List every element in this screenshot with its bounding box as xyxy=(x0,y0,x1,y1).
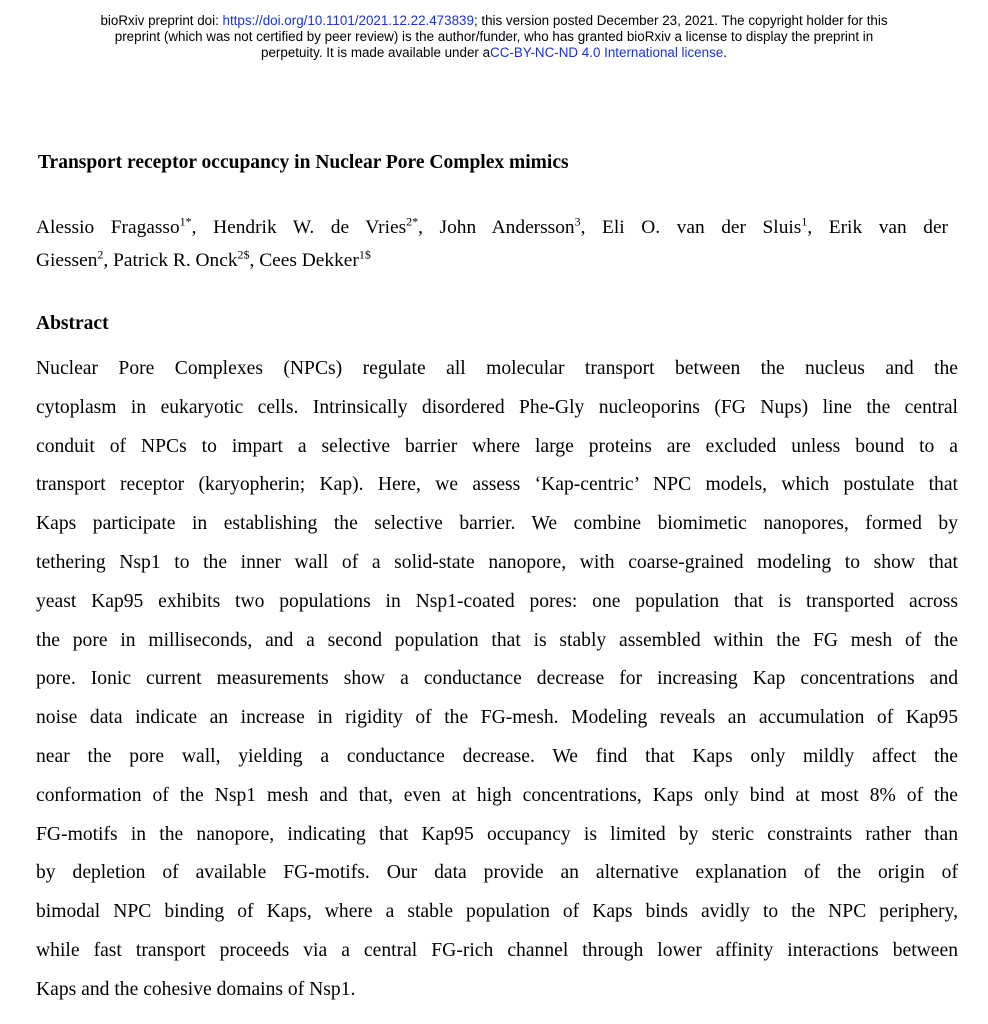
author-separator: , xyxy=(103,250,114,271)
author-line-2 xyxy=(36,244,948,277)
abstract-line: by depletion of available FG-motifs. Our data provide an alternative explanation of the origin of xyxy=(36,862,958,884)
abstract-line: while fast transport proceeds via a central FG-rich channel through lower affinity interactions between xyxy=(36,939,958,961)
author-separator: , xyxy=(249,250,260,271)
abstract-body xyxy=(36,350,958,1010)
abstract-line: tethering Nsp1 to the inner wall of a solid-state nanopore, with coarse-grained modeling to show that xyxy=(36,551,958,573)
abstract-line: conduit of NPCs to impart a selective barrier where large proteins are excluded unless bound to a xyxy=(36,435,958,457)
preprint-header xyxy=(0,13,988,61)
author-affiliation: 2* xyxy=(406,214,419,229)
abstract-line: near the pore wall, yielding a conductance decrease. We find that Kaps only mildly affect the xyxy=(36,745,958,767)
abstract-line: cytoplasm in eukaryotic cells. Intrinsically disordered Phe-Gly nucleoporins (FG Nups) line the central xyxy=(36,396,958,418)
header-license-suffix: . xyxy=(723,45,727,60)
author-separator: , xyxy=(418,217,440,238)
header-line-1 xyxy=(0,13,988,29)
author-affiliation: 1$ xyxy=(358,247,371,262)
header-license-prefix: perpetuity. It is made available under a xyxy=(261,45,491,60)
author-affiliation: 1 xyxy=(801,214,808,229)
abstract-heading: Abstract xyxy=(36,313,109,334)
author-name: Cees Dekker xyxy=(259,250,359,271)
header-line1-suffix: ; this version posted December 23, 2021. The copyright holder for this xyxy=(473,13,888,28)
author-affiliation: 1* xyxy=(179,214,192,229)
abstract-line: transport receptor (karyopherin; Kap). Here, we assess ‘Kap-centric’ NPC models, which postulate that xyxy=(36,474,958,496)
author-affiliation: 2 xyxy=(97,247,104,262)
header-doi-prefix: bioRxiv preprint doi: xyxy=(100,13,223,28)
author-separator: , xyxy=(191,217,214,238)
author-name: Patrick R. Onck xyxy=(113,250,238,271)
author-line-1 xyxy=(36,211,948,244)
abstract-line: Kaps and the cohesive domains of Nsp1. xyxy=(36,978,356,1000)
license-link[interactable]: CC-BY-NC-ND 4.0 International license xyxy=(490,45,724,60)
author-name: Alessio Fragasso xyxy=(36,217,180,238)
abstract-line: Kaps participate in establishing the selective barrier. We combine biomimetic nanopores, formed by xyxy=(36,513,958,535)
header-line-3 xyxy=(0,45,988,61)
abstract-line: conformation of the Nsp1 mesh and that, even at high concentrations, Kaps only bind at most 8% of the xyxy=(36,784,958,806)
author-name: John Andersson xyxy=(439,217,575,238)
author-name: Giessen xyxy=(36,250,98,271)
author-list xyxy=(36,211,948,277)
author-separator: , xyxy=(580,217,603,238)
abstract-line: yeast Kap95 exhibits two populations in Nsp1-coated pores: one population that is transported across xyxy=(36,590,958,612)
header-line-2: preprint (which was not certified by peer review) is the author/funder, who has granted bioRxiv a license to display the preprint in xyxy=(114,29,874,44)
author-name: Erik van der xyxy=(828,217,949,238)
author-separator: , xyxy=(807,217,829,238)
abstract-line: pore. Ionic current measurements show a conductance decrease for increasing Kap concentrations and xyxy=(36,668,958,690)
author-name: Hendrik W. de Vries xyxy=(213,217,407,238)
doi-link[interactable]: https://doi.org/10.1101/2021.12.22.473839 xyxy=(222,13,474,28)
abstract-line: bimodal NPC binding of Kaps, where a stable population of Kaps binds avidly to the NPC periphery, xyxy=(36,901,958,923)
abstract-line: Nuclear Pore Complexes (NPCs) regulate all molecular transport between the nucleus and the xyxy=(36,358,958,379)
author-affiliation: 3 xyxy=(574,214,581,229)
author-affiliation: 2$ xyxy=(237,247,250,262)
abstract-line: FG-motifs in the nanopore, indicating that Kap95 occupancy is limited by steric constraints rather than xyxy=(36,823,958,845)
abstract-line: noise data indicate an increase in rigidity of the FG-mesh. Modeling reveals an accumulation of Kap95 xyxy=(36,707,958,729)
abstract-line: the pore in milliseconds, and a second population that is stably assembled within the FG mesh of the xyxy=(36,629,958,651)
paper-title: Transport receptor occupancy in Nuclear Pore Complex mimics xyxy=(38,152,569,173)
author-name: Eli O. van der Sluis xyxy=(602,217,802,238)
